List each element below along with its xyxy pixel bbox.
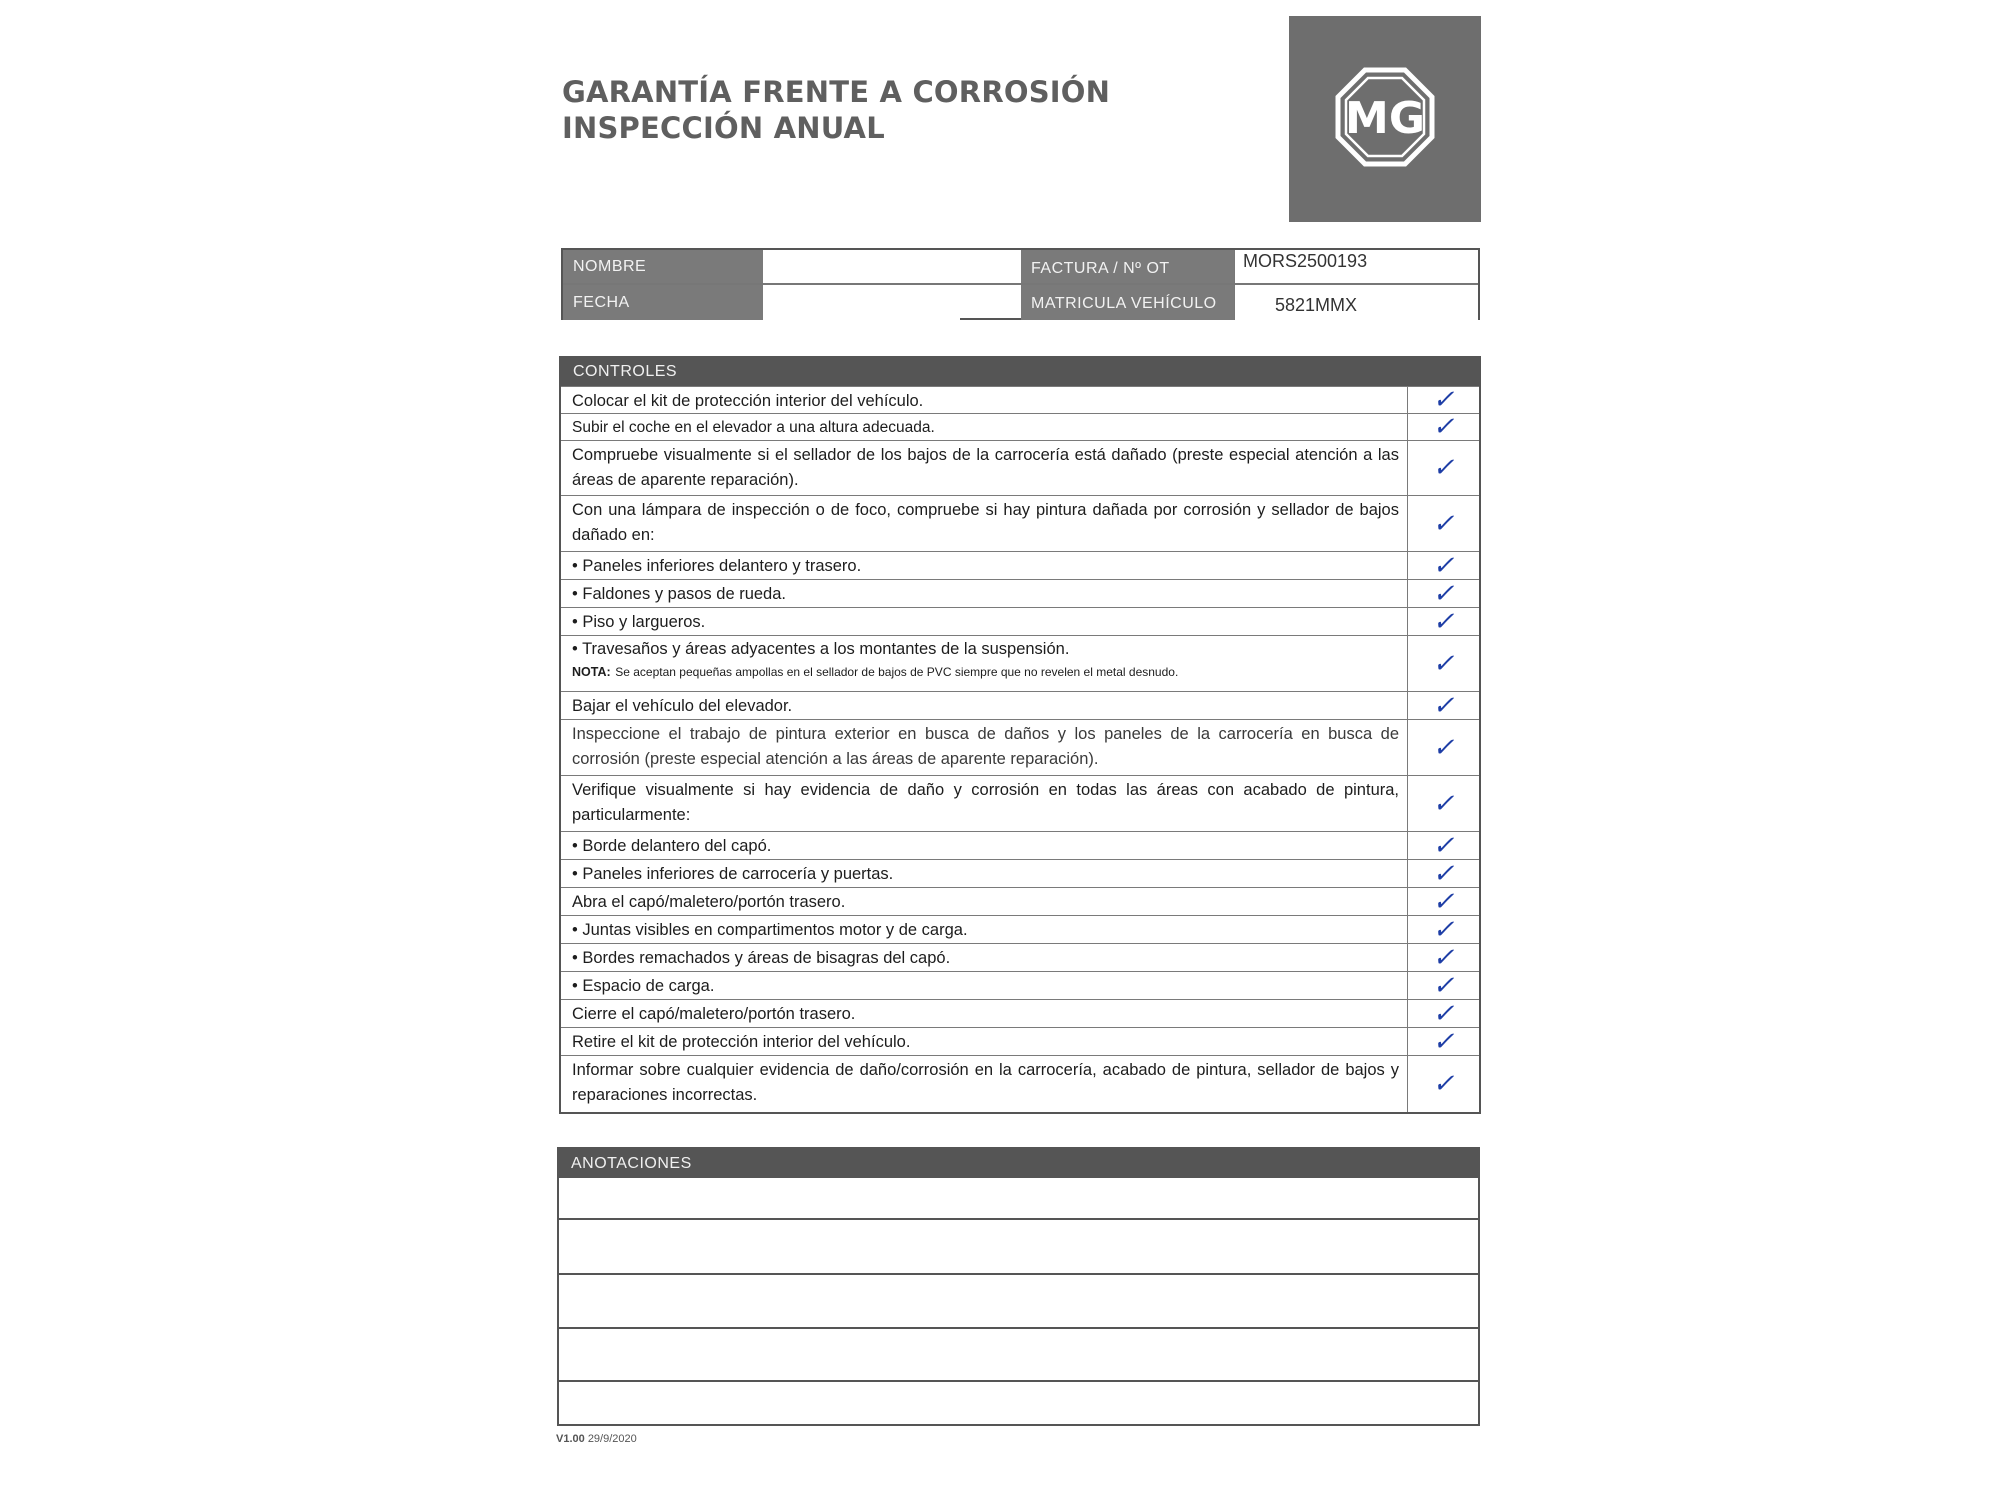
- check-mark[interactable]: ✓: [1432, 453, 1455, 483]
- control-text: Inspeccione el trabajo de pintura exterior en busca de daños y los paneles de la carrocería en busca de corrosión (preste especial atención a las áreas de aparente reparación).: [561, 720, 1408, 775]
- control-row: [561, 495, 1479, 551]
- logo-text: MG: [1345, 93, 1425, 144]
- nota-text: Se aceptan pequeñas ampollas en el sellador de bajos de PVC siempre que no revelen el metal desnudo.: [615, 665, 1179, 679]
- check-mark[interactable]: ✓: [1432, 830, 1455, 861]
- version-footer: [556, 1433, 637, 1445]
- control-text: Verifique visualmente si hay evidencia de daño y corrosión en todas las áreas con acabado de pintura, particularmente:: [561, 776, 1408, 831]
- factura-label: FACTURA / Nº OT: [1021, 250, 1234, 283]
- control-row: [561, 579, 1479, 607]
- fecha-label: FECHA: [563, 285, 763, 320]
- title-line-1: GARANTÍA FRENTE A CORROSIÓN: [562, 75, 1111, 109]
- control-row: [561, 413, 1479, 440]
- mg-logo: [1289, 16, 1481, 222]
- check-mark[interactable]: ✓: [1432, 385, 1455, 415]
- check-mark[interactable]: ✓: [1432, 648, 1455, 679]
- control-text: [561, 636, 1408, 691]
- control-text: Subir el coche en el elevador a una altura adecuada.: [561, 414, 1408, 440]
- check-mark[interactable]: ✓: [1432, 550, 1455, 581]
- check-mark[interactable]: ✓: [1432, 412, 1455, 442]
- check-mark[interactable]: ✓: [1432, 1026, 1455, 1057]
- control-row: [561, 887, 1479, 915]
- control-row: [561, 719, 1479, 775]
- check-mark[interactable]: ✓: [1432, 690, 1455, 721]
- check-mark[interactable]: ✓: [1432, 606, 1455, 637]
- control-text: Informar sobre cualquier evidencia de daño/corrosión en la carrocería, acabado de pintura, sellador de bajos y reparaciones incorrectas.: [561, 1056, 1408, 1112]
- control-row: [561, 775, 1479, 831]
- control-text: • Juntas visibles en compartimentos motor y de carga.: [561, 916, 1408, 943]
- matricula-value[interactable]: 5821MMX: [1234, 285, 1478, 320]
- control-text: Cierre el capó/maletero/portón trasero.: [561, 1000, 1408, 1027]
- control-row: [561, 607, 1479, 635]
- control-text: Abra el capó/maletero/portón trasero.: [561, 888, 1408, 915]
- check-mark[interactable]: ✓: [1432, 578, 1455, 609]
- control-main-text: • Travesaños y áreas adyacentes a los montantes de la suspensión.: [572, 640, 1070, 658]
- mg-octagon-icon: [1335, 67, 1435, 167]
- control-row: [561, 691, 1479, 719]
- control-row: [561, 915, 1479, 943]
- control-row: [561, 1027, 1479, 1055]
- check-mark[interactable]: ✓: [1432, 508, 1455, 539]
- control-text: Con una lámpara de inspección o de foco, compruebe si hay pintura dañada por corrosión y sellador de bajos dañado en:: [561, 496, 1408, 551]
- check-mark[interactable]: ✓: [1432, 998, 1455, 1029]
- control-row: [561, 386, 1479, 413]
- control-text: • Borde delantero del capó.: [561, 832, 1408, 859]
- form-title: [562, 74, 1110, 146]
- check-mark[interactable]: ✓: [1432, 732, 1455, 763]
- anotaciones-input-area[interactable]: [559, 1178, 1478, 1424]
- control-text: • Paneles inferiores de carrocería y puertas.: [561, 860, 1408, 887]
- control-text: • Piso y largueros.: [561, 608, 1408, 635]
- control-row: [561, 943, 1479, 971]
- check-mark[interactable]: ✓: [1432, 788, 1455, 819]
- anotaciones-box: [557, 1147, 1480, 1426]
- check-mark[interactable]: ✓: [1432, 1069, 1455, 1099]
- controles-table: [559, 356, 1481, 1114]
- version-date: 29/9/2020: [587, 1433, 637, 1445]
- vehicle-info-table: [561, 248, 1480, 320]
- info-divider: [563, 283, 1478, 285]
- control-text: Colocar el kit de protección interior del vehículo.: [561, 387, 1408, 413]
- control-row: [561, 440, 1479, 495]
- version-label: V1.00: [556, 1433, 585, 1445]
- control-text: Bajar el vehículo del elevador.: [561, 692, 1408, 719]
- check-mark[interactable]: ✓: [1432, 914, 1455, 945]
- nombre-field[interactable]: [763, 250, 960, 283]
- control-row: [561, 971, 1479, 999]
- controles-header: CONTROLES: [561, 358, 1479, 386]
- nota-label: NOTA:: [572, 665, 611, 679]
- control-text: • Bordes remachados y áreas de bisagras del capó.: [561, 944, 1408, 971]
- control-row: [561, 1055, 1479, 1112]
- check-mark[interactable]: ✓: [1432, 942, 1455, 973]
- control-text: Compruebe visualmente si el sellador de los bajos de la carrocería está dañado (preste especial atención a las áreas de aparente reparación).: [561, 441, 1408, 495]
- factura-value[interactable]: MORS2500193: [1234, 250, 1478, 283]
- control-text: Retire el kit de protección interior del vehículo.: [561, 1028, 1408, 1055]
- check-mark[interactable]: ✓: [1432, 858, 1455, 889]
- control-row: [561, 551, 1479, 579]
- fecha-field[interactable]: [763, 285, 960, 320]
- matricula-label: MATRICULA VEHÍCULO: [1021, 285, 1234, 320]
- control-row: [561, 831, 1479, 859]
- anotaciones-header: ANOTACIONES: [559, 1149, 1478, 1178]
- control-row: [561, 999, 1479, 1027]
- check-mark[interactable]: ✓: [1432, 886, 1455, 917]
- title-line-2: INSPECCIÓN ANUAL: [562, 111, 885, 145]
- nombre-label: NOMBRE: [563, 250, 763, 283]
- control-text: • Espacio de carga.: [561, 972, 1408, 999]
- control-row: [561, 859, 1479, 887]
- control-text: • Paneles inferiores delantero y trasero.: [561, 552, 1408, 579]
- control-row: [561, 635, 1479, 691]
- check-mark[interactable]: ✓: [1432, 970, 1455, 1001]
- control-text: • Faldones y pasos de rueda.: [561, 580, 1408, 607]
